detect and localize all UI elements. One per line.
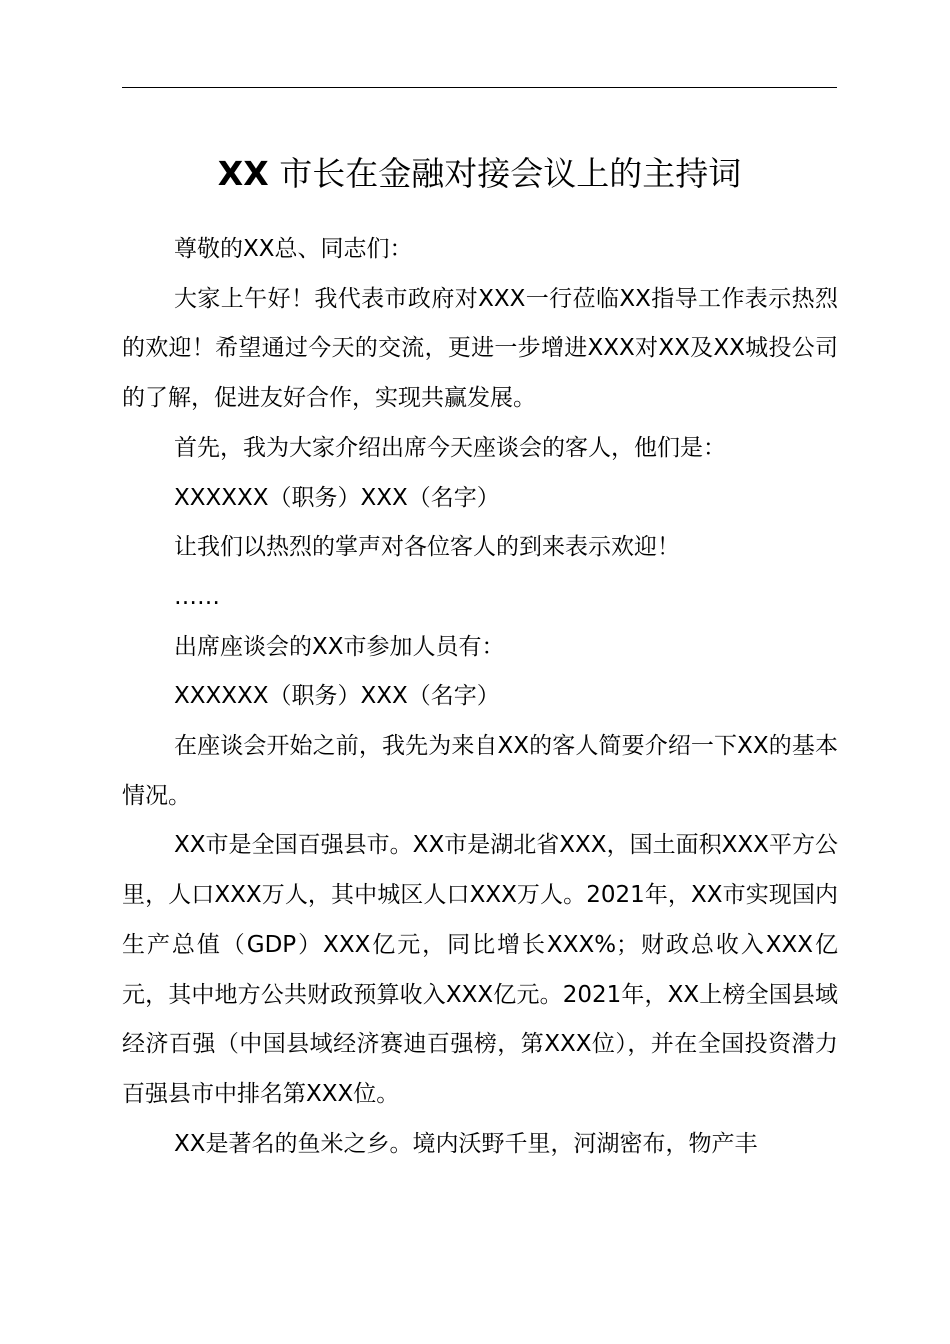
page-title <box>122 148 837 200</box>
paragraph-local-list: XXXXXX（职务）XXX（名字） <box>174 683 500 710</box>
paragraph-fish-rice: XX是著名的鱼米之乡。境内沃野千里，河湖密布，物产丰 <box>174 1130 758 1157</box>
paragraph-applause: 让我们以热烈的掌声对各位客人的到来表示欢迎！ <box>174 534 680 561</box>
paragraph-ellipsis: …… <box>174 583 220 610</box>
document-body <box>122 225 838 1169</box>
paragraph-local-attendees: 出席座谈会的XX市参加人员有： <box>174 633 505 660</box>
paragraph-guest-list: XXXXXX（职务）XXX（名字） <box>174 484 500 511</box>
paragraph-city-stats: XX市是全国百强县市。XX市是湖北省XXX，国土面积XXX平方公里，人口XXX万人，其中城区人口XXX万人。2021年，XX市实现国内生产总值（GDP）XXX亿元，同比增长XXX%；财政总收入XXX亿元，其中地方公共财政预算收入XXX亿元。2021年，XX上榜全国县域经济百强（中国县域经济赛迪百强榜，第XXX位），并在全国投资潜力百强县市中排名第XXX位。 <box>122 832 838 1107</box>
title-prefix: XX <box>217 154 269 193</box>
title-text: 市长在金融对接会议上的主持词 <box>279 154 742 193</box>
paragraph-guest-intro: 首先，我为大家介绍出席今天座谈会的客人，他们是： <box>174 434 726 461</box>
salutation: 尊敬的XX总、同志们： <box>174 236 413 262</box>
header-rule <box>122 87 837 88</box>
paragraph-overview-intro: 在座谈会开始之前，我先为来自XX的客人简要介绍一下XX的基本情况。 <box>122 733 838 809</box>
paragraph-welcome: 大家上午好！我代表市政府对XXX一行莅临XX指导工作表示热烈的欢迎！希望通过今天的交流，更进一步增进XXX对XX及XX城投公司的了解，促进友好合作，实现共赢发展。 <box>122 285 838 412</box>
